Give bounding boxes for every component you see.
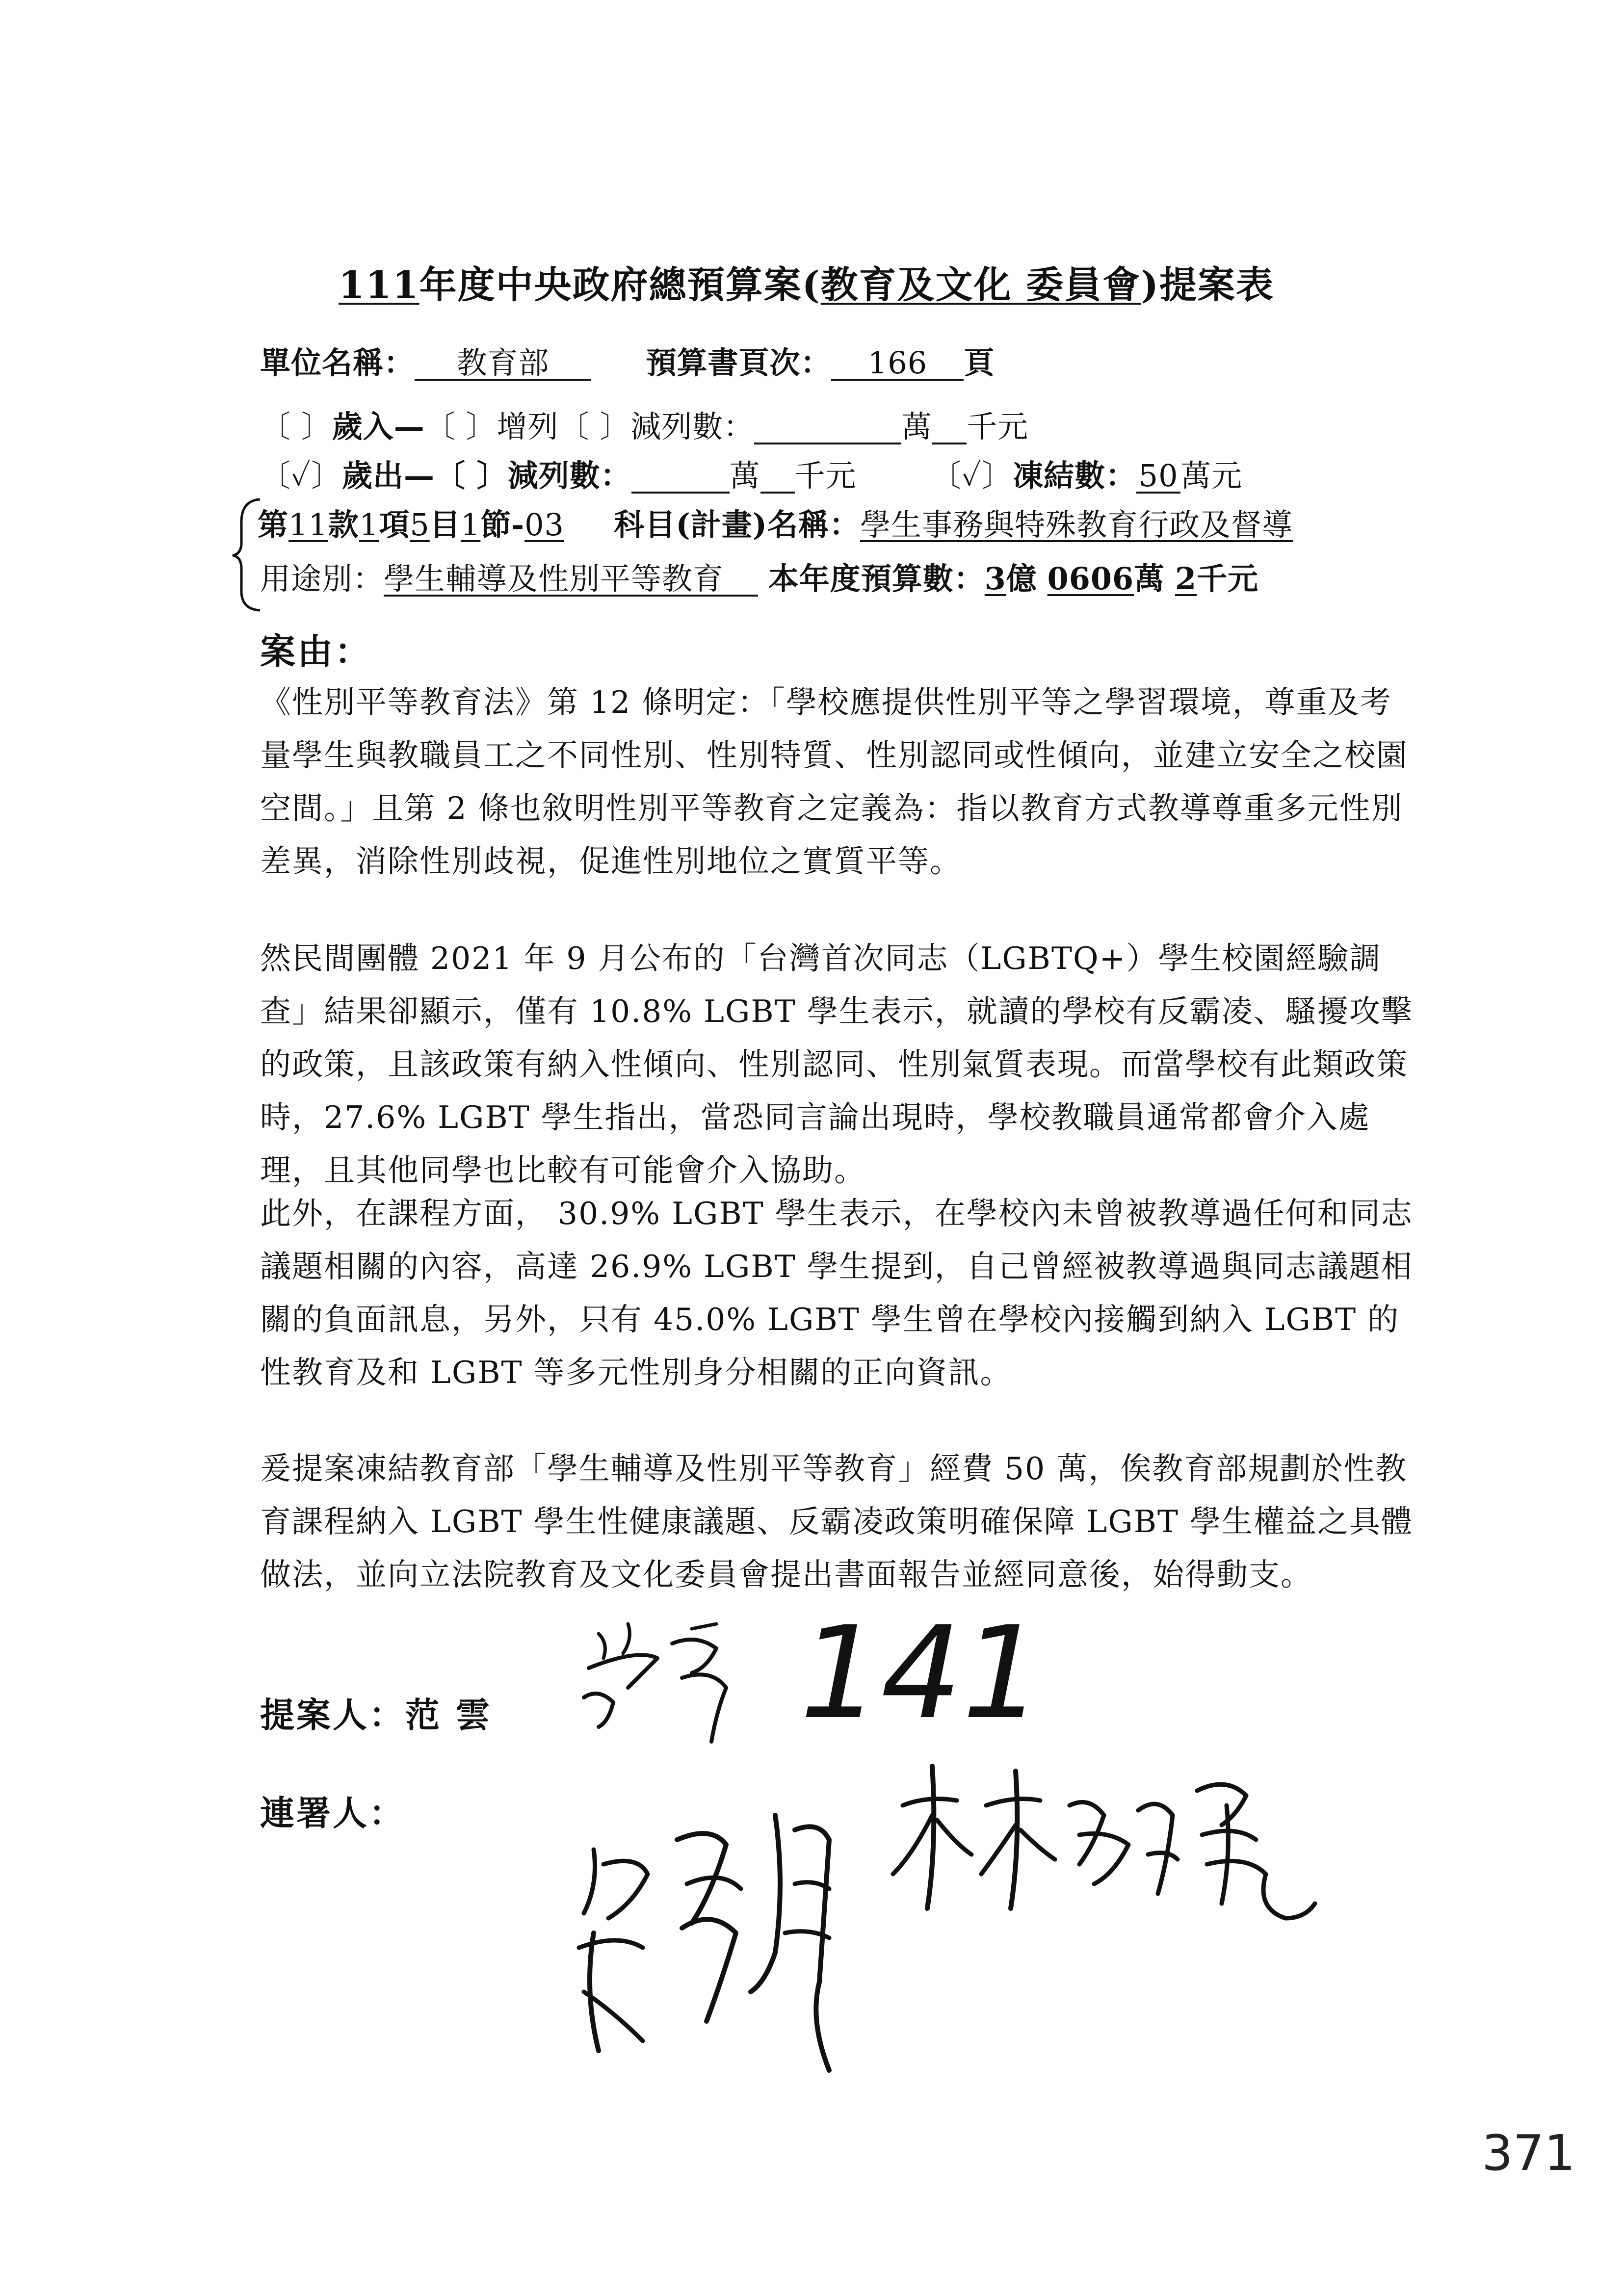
budget-label: 本年度預算數： (768, 561, 985, 597)
corner-number: 371 (1482, 2124, 1575, 2182)
budget-wan-label: 萬 (1134, 561, 1165, 597)
paragraph-1: 《性別平等教育法》第 12 條明定：「學校應提供性別平等之學習環境，尊重及考量學生與教職員工之不同性別、性別特質、性別認同或性傾向，並建立安全之校園空間。」且第 2 條也敘明性別平等教育之定義為：指以教育方式教導尊重多元性別差異，消除性別歧視，促進性別地位之實質平等。 (260, 684, 1408, 879)
budget-qian: 2 (1175, 561, 1197, 597)
item-kuan-label: 款 (328, 507, 359, 543)
item-jie-label: 節- (480, 507, 525, 543)
expense-bracket: 〔✓〕 (260, 458, 342, 494)
income-bracket: 〔 〕 (260, 409, 332, 444)
cosigner-signature-2-icon (883, 1747, 1325, 1953)
expense-wan: 萬 (729, 458, 760, 494)
item-xiang-label: 項 (379, 507, 410, 543)
budget-yi-label: 億 (1006, 561, 1037, 597)
income-wan: 萬 (901, 409, 933, 444)
purpose-label: 用途別： (260, 561, 384, 597)
item-mu-label: 目 (429, 507, 461, 543)
paragraph-4: 爰提案凍結教育部「學生輔導及性別平等教育」經費 50 萬，俟教育部規劃於性教育課程納入 LGBT 學生性健康議題、反霸凌政策明確保障 LGBT 學生權益之具體做法，並向立法院教育及文化委員會提出書面報告並經同意後，始得動支。 (260, 1451, 1414, 1592)
page-unit: 頁 (964, 345, 995, 381)
purpose-row (260, 554, 1258, 598)
handwritten-page-number: 141 (800, 1599, 1044, 1748)
income-add: 〔 〕增列 (424, 409, 559, 444)
title-committee: 教育及文化 委員會 (820, 263, 1141, 307)
income-qian: 千元 (967, 409, 1029, 444)
item-di: 第 (258, 507, 289, 543)
cosigner-label: 連署人： (260, 1793, 405, 1833)
proposer-signature-icon (569, 1614, 746, 1751)
item-jie: 1 (460, 507, 481, 543)
expense-blank (631, 460, 730, 494)
freeze-value: 50 (1136, 460, 1180, 494)
item-jie-sub: 03 (524, 507, 564, 543)
freeze-unit: 萬元 (1180, 458, 1243, 494)
income-blank (754, 411, 901, 444)
page-label: 預算書頁次： (646, 345, 832, 381)
expense-row (260, 451, 1242, 495)
paragraph-2: 然民間團體 2021 年 9 月公布的「台灣首次同志（LGBTQ+）學生校園經驗調查」結果卻顯示，僅有 10.8% LGBT 學生表示，就讀的學校有反霸凌、騷擾攻擊的政策，且該政策有納入性傾向、性別認同、性別氣質表現。而當學校有此類政策時，27.6% LGBT 學生指出，當恐同言論出現時，學校教職員通常都會介入處理，且其他同學也比較有可能會介入協助。 (260, 940, 1413, 1188)
item-xiang: 1 (359, 507, 379, 543)
proposer-label: 提案人： (260, 1695, 405, 1735)
budget-wan: 0606 (1047, 561, 1134, 597)
case-heading: 案由： (260, 630, 372, 672)
cosigner-signature-1-icon (564, 1786, 908, 2090)
item-row (258, 500, 1293, 544)
title-pre: 年度中央政府總預算案( (419, 263, 821, 307)
form-title (339, 255, 1274, 309)
income-label: 歲入— (332, 409, 425, 444)
expense-cut: 〔 〕減列數： (435, 458, 631, 494)
item-mu: 5 (410, 507, 430, 543)
proposer (260, 1688, 492, 1737)
page-value: 166 (831, 347, 964, 381)
expense-qian: 千元 (794, 458, 857, 494)
budget-qian-label: 千元 (1197, 561, 1259, 597)
freeze-bracket: 〔✓〕 (931, 458, 1013, 494)
income-blank-2 (932, 411, 967, 444)
subject-label: 科目(計畫)名稱： (614, 507, 861, 543)
item-kuan: 11 (288, 507, 328, 543)
unit-label: 單位名稱： (260, 345, 415, 381)
unit-value: 教育部 (415, 347, 591, 381)
budget-yi: 3 (984, 561, 1006, 597)
expense-blank-2 (760, 460, 795, 494)
unit-row (260, 339, 995, 382)
subject-value: 學生事務與特殊教育行政及督導 (860, 507, 1293, 543)
income-cut: 〔 〕減列數： (558, 409, 755, 444)
expense-label: 歲出— (342, 458, 435, 494)
purpose-value: 學生輔導及性別平等教育 (384, 563, 758, 597)
title-post: )提案表 (1141, 263, 1275, 307)
title-year: 111 (339, 263, 419, 307)
proposer-name: 范 雲 (405, 1695, 492, 1735)
income-row (260, 402, 1028, 446)
freeze-label: 凍結數： (1013, 458, 1137, 494)
paragraph-3: 此外，在課程方面， 30.9% LGBT 學生表示，在學校內未曾被教導過任何和同志議題相關的內容，高達 26.9% LGBT 學生提到，自己曾經被教導過與同志議題相關的負面訊息，另外，只有 45.0% LGBT 學生曾在學校內接觸到納入 LGBT 的性教育及和 LGBT 等多元性別身分相關的正向資訊。 (260, 1196, 1413, 1390)
